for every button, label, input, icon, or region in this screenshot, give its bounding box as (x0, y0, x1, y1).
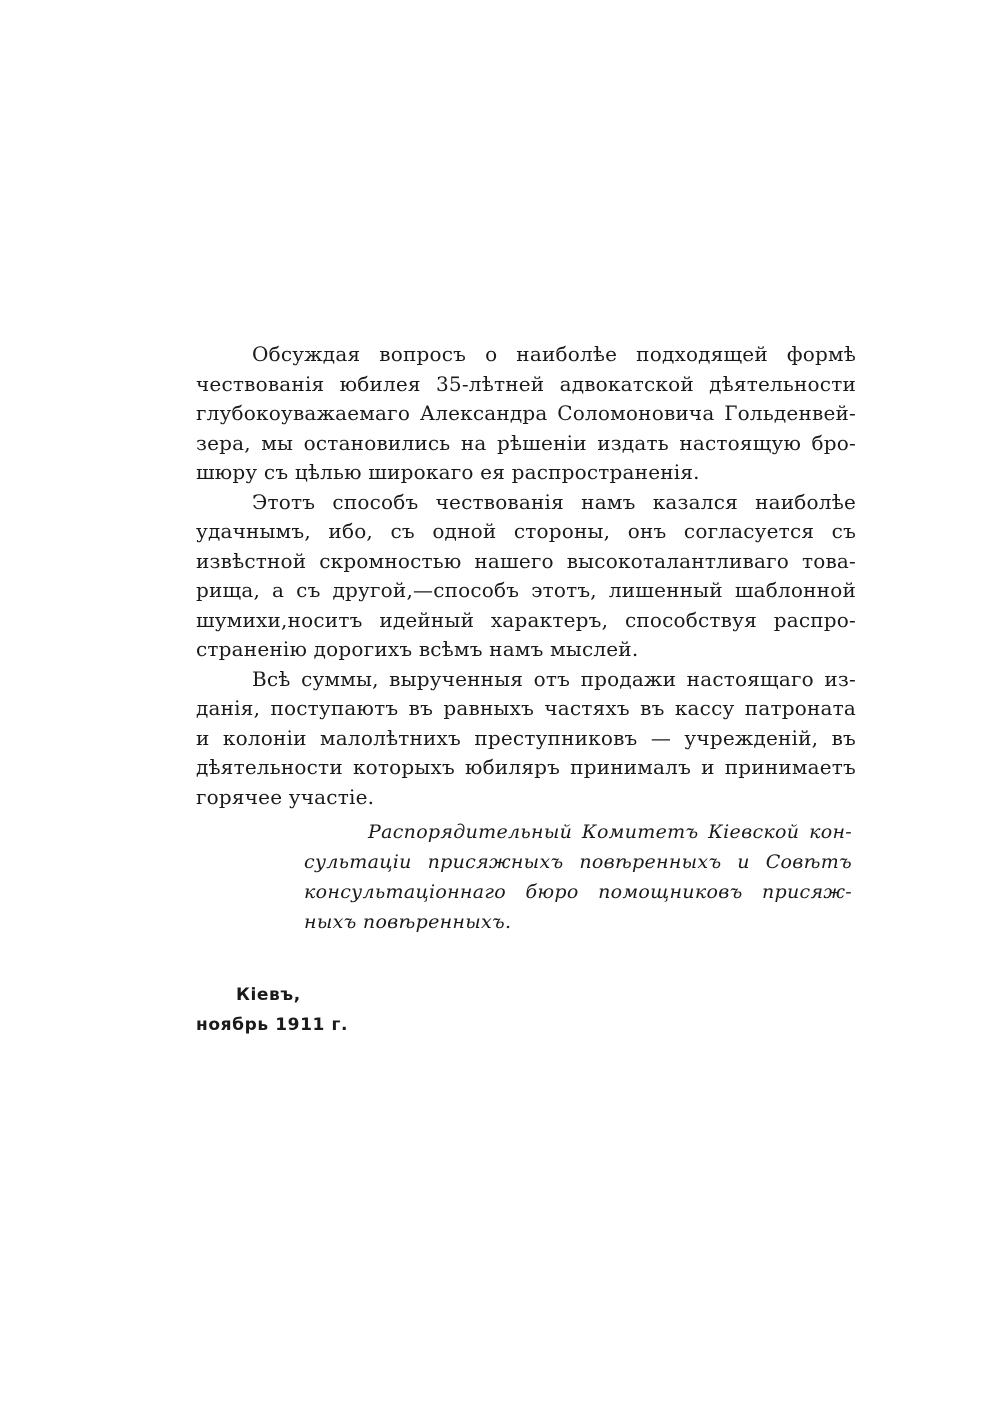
paragraph-line: и колоніи малолѣтнихъ преступниковъ — учрежденій, въ (196, 725, 856, 750)
place: Кіевъ, (236, 985, 301, 1005)
paragraph-line: дѣятельности которыхъ юбиляръ принималъ и принимаетъ (196, 755, 856, 779)
paragraph-line: удачнымъ, ибо, съ одной стороны, онъ согласуется съ (196, 519, 856, 543)
paragraph-line: данія, поступаютъ въ равныхъ частяхъ въ кассу патроната (196, 696, 856, 720)
place-date (196, 980, 348, 1040)
paragraph-line: чествованія юбилея 35-лѣтней адвокатской дѣятельности (196, 371, 856, 396)
paragraph-line: Обсуждая вопросъ о наиболѣе подходящей формѣ (252, 342, 856, 366)
paragraph-line: страненію дорогихъ всѣмъ намъ мыслей. (196, 637, 639, 661)
signature-block (304, 817, 852, 937)
paragraph-line: глубокоуважаемаго Александра Соломоновича Гольденвей- (196, 401, 856, 425)
signature-line: ныхъ повѣренныхъ. (304, 911, 512, 933)
paragraph-1 (196, 340, 856, 488)
paragraph-line: извѣстной скромностью нашего высокоталантливаго това- (196, 548, 856, 573)
signature-line: Распорядительный Комитетъ Кіевской кон- (368, 821, 852, 843)
body-text (196, 340, 856, 812)
signature-line: консультаціоннаго бюро помощниковъ присяж- (304, 881, 852, 903)
paragraph-line: шюру съ цѣлью широкаго ея распространенія. (196, 460, 700, 484)
paragraph-line: горячее участіе. (196, 784, 375, 809)
date: ноябрь 1911 г. (196, 1015, 349, 1035)
paragraph-line: Этотъ способъ чествованія намъ казался наиболѣе (252, 489, 856, 514)
paragraph-line: Всѣ суммы, вырученныя отъ продажи настоящаго из- (252, 666, 856, 691)
paragraph-line: зера, мы остановились на рѣшеніи издать настоящую бро- (196, 430, 856, 455)
paragraph-line: рища, а съ другой,—способъ этотъ, лишенный шаблонной (196, 578, 856, 602)
signature-line: сультаціи присяжныхъ повѣренныхъ и Совѣтъ (304, 851, 852, 873)
paragraph-3 (196, 665, 856, 813)
paragraph-2 (196, 488, 856, 665)
paragraph-line: шумихи,носитъ идейный характеръ, способствуя распро- (196, 607, 856, 632)
